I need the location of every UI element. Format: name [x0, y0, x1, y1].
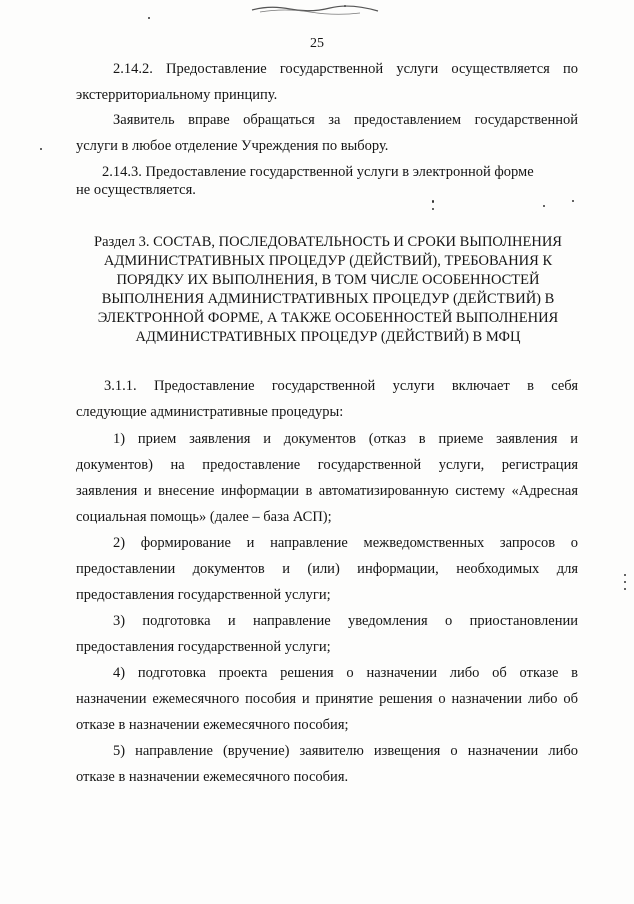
procedure-3-line-1: 3) подготовка и направление уведомления о приостановлении: [113, 613, 578, 629]
scan-speck: [624, 581, 626, 583]
procedure-4-line-1: 4) подготовка проекта решения о назначении либо об отказе в: [113, 665, 578, 681]
section-heading-line-3: ПОРЯДКУ ИХ ВЫПОЛНЕНИЯ, В ТОМ ЧИСЛЕ ОСОБЕННОСТЕЙ: [116, 272, 540, 288]
section-heading-line-2: АДМИНИСТРАТИВНЫХ ПРОЦЕДУР (ДЕЙСТВИЙ), ТРЕБОВАНИЯ К: [103, 253, 553, 269]
applicant-paragraph-line-1: Заявитель вправе обращаться за предоставлением государственной: [113, 112, 578, 128]
procedure-2-line-1: 2) формирование и направление межведомственных запросов о: [113, 535, 578, 551]
scan-speck: [432, 208, 434, 210]
scan-speck: [148, 17, 150, 19]
procedure-1-line-4: социальная помощь» (далее – база АСП);: [76, 509, 332, 525]
paragraph-2-14-3-line-1: 2.14.3. Предоставление государственной услуги в электронной форме: [102, 164, 534, 180]
section-heading-line-4: ВЫПОЛНЕНИЯ АДМИНИСТРАТИВНЫХ ПРОЦЕДУР (ДЕЙСТВИЙ) В: [101, 291, 555, 307]
scan-speck: [624, 588, 626, 590]
section-heading-line-6: АДМИНИСТРАТИВНЫХ ПРОЦЕДУР (ДЕЙСТВИЙ) В МФЦ: [135, 329, 521, 345]
procedure-4-line-2: назначении ежемесячного пособия и принятие решения о назначении либо об: [76, 691, 578, 707]
procedure-2-line-3: предоставления государственной услуги;: [76, 587, 331, 603]
paragraph-2-14-2-line-2: экстерриториальному принципу.: [76, 87, 278, 103]
paragraph-2-14-3-line-2: не осуществляется.: [76, 182, 196, 198]
procedure-5-line-2: отказе в назначении ежемесячного пособия.: [76, 769, 349, 785]
procedure-5-line-1: 5) направление (вручение) заявителю извещения о назначении либо: [113, 743, 578, 759]
procedure-3-line-2: предоставления государственной услуги;: [76, 639, 331, 655]
page-number: 25: [310, 36, 324, 51]
scan-artifact-top: [250, 2, 380, 16]
procedure-1-line-1: 1) прием заявления и документов (отказ в приеме заявления и: [113, 431, 578, 447]
procedure-4-line-3: отказе в назначении ежемесячного пособия;: [76, 717, 349, 733]
scan-speck: [572, 200, 574, 202]
scan-speck: [432, 200, 434, 203]
intro-line-1: 3.1.1. Предоставление государственной услуги включает в себя: [104, 378, 578, 394]
procedure-1-line-2: документов) на предоставление государственной услуги, регистрация: [76, 457, 578, 473]
intro-line-2: следующие административные процедуры:: [76, 404, 344, 420]
procedure-1-line-3: заявления и внесение информации в автоматизированную систему «Адресная: [76, 483, 578, 499]
paragraph-2-14-2-line-1: 2.14.2. Предоставление государственной услуги осуществляется по: [113, 61, 578, 77]
scan-speck: [624, 574, 626, 576]
applicant-paragraph-line-2: услуги в любое отделение Учреждения по выбору.: [76, 138, 389, 154]
section-heading-line-1: Раздел 3. СОСТАВ, ПОСЛЕДОВАТЕЛЬНОСТЬ И СРОКИ ВЫПОЛНЕНИЯ: [94, 234, 562, 250]
scan-speck: [543, 205, 545, 207]
scan-speck: [40, 148, 42, 150]
section-heading-line-5: ЭЛЕКТРОННОЙ ФОРМЕ, А ТАКЖЕ ОСОБЕННОСТЕЙ ВЫПОЛНЕНИЯ: [97, 310, 559, 326]
procedure-2-line-2: предоставлении документов и (или) информации, необходимых для: [76, 561, 578, 577]
